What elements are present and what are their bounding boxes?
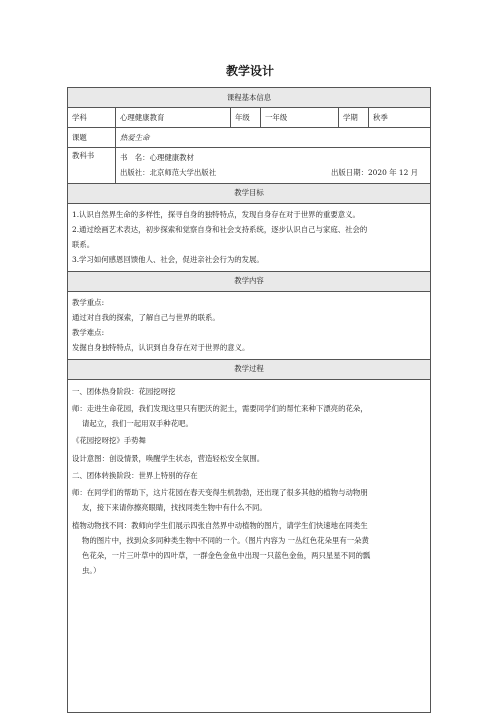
stage-two-title: 二、团体转换阶段：世界上特别的存在 <box>72 470 198 480</box>
grade-value: 一年级 <box>261 108 339 128</box>
stage-two-teacher-cont: 友，接下来请你擦亮眼睛，找找同类生物中有什么不同。 <box>82 503 267 513</box>
objective-item: 2.通过绘画艺术表达，初步探索和觉察自身和社会支持系统，逐步认识自己与家庭、社会的 <box>72 224 368 234</box>
topic-value: 热爱生命 <box>116 128 431 148</box>
page-title: 教学设计 <box>225 64 274 78</box>
stage-one-teacher-cont: 请起立，我们一起用双手种花吧。 <box>82 419 193 428</box>
activity-text-cont: 物的图片中，找到众多同种类生物中不同的一个。（图片内容为 一丛红色花朵里有一朵黄 <box>82 535 369 545</box>
difficulty-text: 发掘自身独特特点，认识到自身存在对于世界的意义。 <box>72 343 250 353</box>
stage-two-teacher: 师：在同学们的帮助下，这片花园在春天变得生机勃勃，还出现了很多其他的植物与动物朋 <box>72 488 368 497</box>
objective-item: 联系。 <box>72 240 95 249</box>
topic-label: 课题 <box>68 128 116 148</box>
key-point-label: 教学重点: <box>72 297 105 307</box>
objectives-body <box>68 203 431 271</box>
publish-date: 出版日期：2020 年 12 月 <box>331 168 419 178</box>
subject-label: 学科 <box>68 108 116 128</box>
stage-one-teacher: 师：走进生命花园，我们发现这里只有肥沃的泥土，需要同学们的帮忙来种下漂亮的花朵， <box>72 403 368 413</box>
objective-item: 1.认识自然界生命的多样性，探寻自身的独特特点，发现自身存在对于世界的重要意义。 <box>72 209 360 219</box>
difficulty-label: 教学难点: <box>72 328 105 337</box>
song-title: 《花园挖呀挖》手势舞 <box>72 436 146 446</box>
basic-info-header: 课程基本信息 <box>68 88 431 108</box>
activity-text-cont: 虫。） <box>82 566 101 576</box>
subject-value: 心理健康教育 <box>116 108 231 128</box>
content-body <box>68 291 431 359</box>
term-label: 学期 <box>339 108 369 128</box>
objective-item: 3.学习如何感恩回馈他人、社会，促进亲社会行为的发展。 <box>72 255 264 265</box>
objectives-header: 教学目标 <box>68 183 431 203</box>
process-body <box>68 379 431 712</box>
grade-label: 年级 <box>231 108 261 128</box>
textbook-info <box>116 148 431 184</box>
textbook-label: 教科书 <box>68 148 116 184</box>
key-point-text: 通过对自我的探索，了解自己与世界的联系。 <box>72 312 220 322</box>
activity-text: 植物动物找不同：教师向学生们展示四张自然界中动植物的图片，请学生们快速地在同类生 <box>72 520 368 530</box>
design-intent: 设计意图：创设情景，唤醒学生状态，营造轻松安全氛围。 <box>72 453 265 463</box>
activity-text-cont: 色花朵，一片三叶草中的四叶草，一群金色金鱼中出现一只蓝色金鱼，两只星星不同的瓢 <box>82 551 371 560</box>
term-value: 秋季 <box>369 108 431 128</box>
publisher: 出版社：北京师范大学出版社 <box>120 168 217 178</box>
book-name: 书 名：心理健康教材 <box>120 153 194 162</box>
stage-one-title: 一、团体热身阶段：花园挖呀挖 <box>72 386 176 396</box>
lesson-plan-table <box>67 87 431 713</box>
process-header: 教学过程 <box>68 359 431 379</box>
content-header: 教学内容 <box>68 271 431 291</box>
